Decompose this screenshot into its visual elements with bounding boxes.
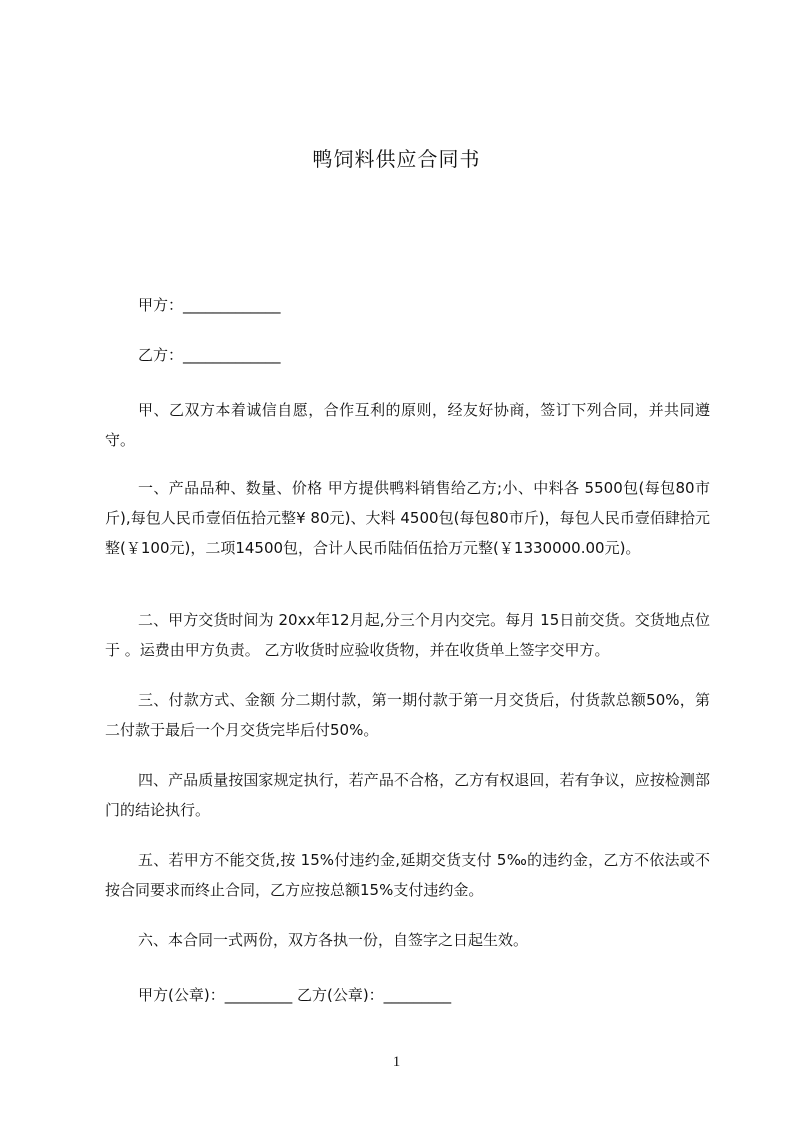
party-a-line: 甲方：_____________	[138, 296, 281, 314]
document-title: 鸭饲料供应合同书	[312, 147, 481, 171]
clause-3: 三、付款方式、金额 分二期付款，第一期付款于第一月交货后，付货款总额50%，第二付款于最后一个月交货完毕后付50%。	[105, 691, 710, 739]
clause-6: 六、本合同一式两份，双方各执一份，自签字之日起生效。	[138, 931, 529, 949]
party-b-line: 乙方：_____________	[138, 346, 281, 364]
intro-paragraph: 甲、乙双方本着诚信自愿，合作互利的原则，经友好协商，签订下列合同，并共同遵守。	[105, 401, 710, 449]
clause-4: 四、产品质量按国家规定执行，若产品不合格，乙方有权退回，若有争议，应按检测部门的结论执行。	[105, 771, 710, 819]
page-number: 1	[392, 1054, 401, 1070]
clause-1: 一、产品品种、数量、价格 甲方提供鸭料销售给乙方;小、中料各 5500包(每包80市斤),每包人民币壹佰伍拾元整¥ 80元)、大料 4500包(每包80市斤)，每包人民币壹佰肆拾元整(￥100元)，二项14500包，合计人民币陆佰伍拾万元整(￥1330000.00元)。	[105, 479, 710, 557]
clause-2: 二、甲方交货时间为 20xx年12月起,分三个月内交完。每月 15日前交货。交货地点位于 。运费由甲方负责。 乙方收货时应验收货物，并在收货单上签字交甲方。	[105, 611, 710, 659]
clause-5: 五、若甲方不能交货,按 15%付违约金,延期交货支付 5‰的违约金，乙方不依法或不按合同要求而终止合同，乙方应按总额15%支付违约金。	[105, 851, 710, 899]
signature-line: 甲方(公章)：_________ 乙方(公章)：_________	[138, 986, 452, 1004]
